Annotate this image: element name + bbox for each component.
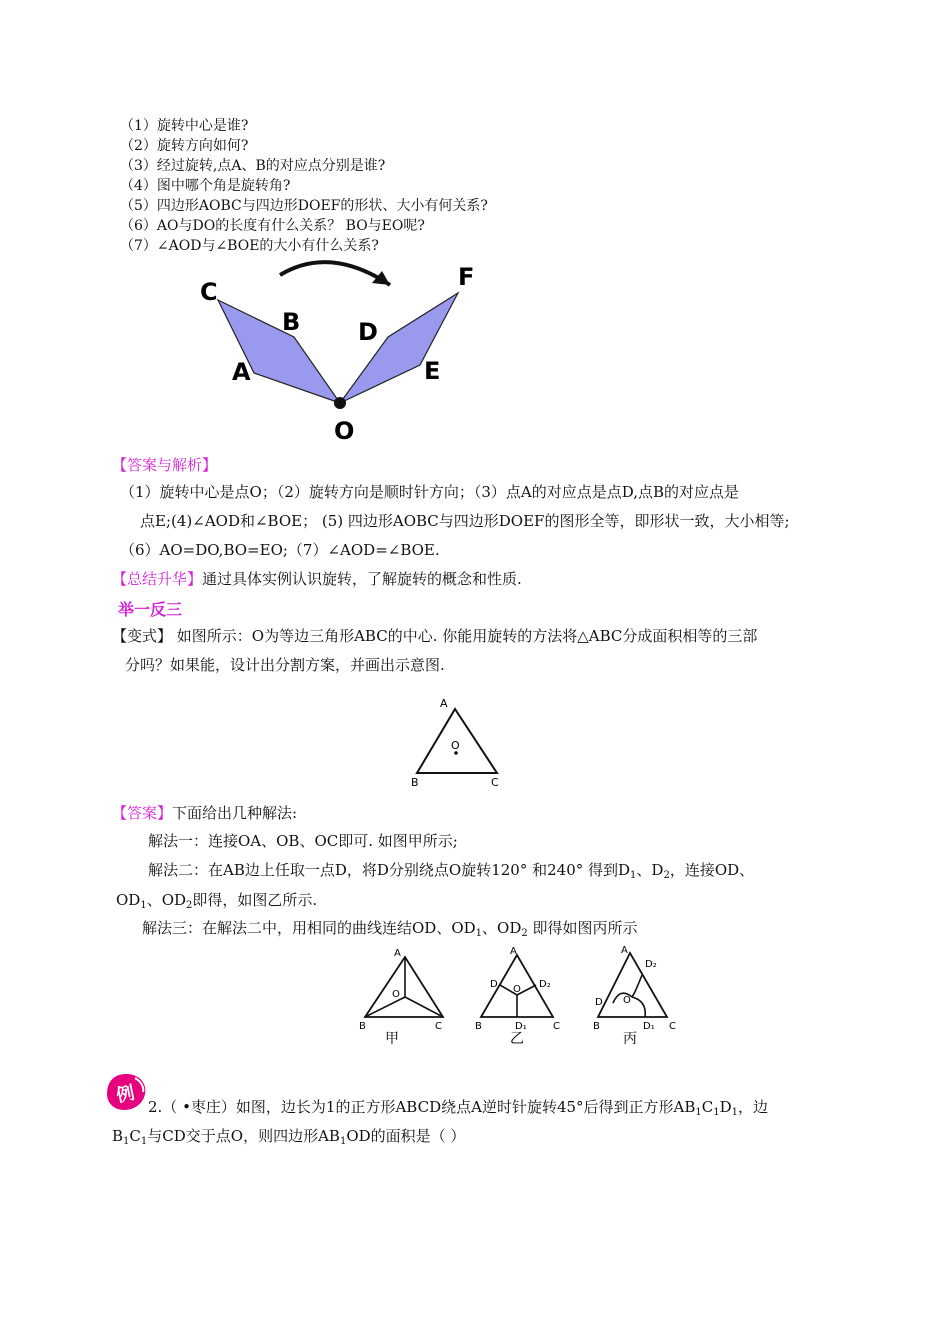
method-1: 解法一：连接OA、OB、OC即可. 如图甲所示; xyxy=(148,832,458,850)
tri-label-b: B xyxy=(411,776,419,789)
bing-label-a: A xyxy=(621,945,628,956)
answer-line-1: （1）旋转中心是点O；（2）旋转方向是顺时针方向；（3）点A的对应点是点D,点B的对应点是 xyxy=(120,483,740,501)
yi-label-d1: D₁ xyxy=(515,1021,527,1032)
section-title: 举一反三 xyxy=(118,600,183,619)
bing-label-b: B xyxy=(593,1021,600,1032)
bing-curve-od1 xyxy=(632,997,645,1017)
quadrilateral-doef xyxy=(340,293,458,403)
quadrilateral-aobc xyxy=(218,300,340,403)
jia-label-a: A xyxy=(394,948,401,959)
example-badge xyxy=(104,1072,148,1112)
bing-label-d: D xyxy=(595,997,603,1008)
caption-bing: 丙 xyxy=(623,1031,637,1047)
yi-label-d2: D₂ xyxy=(539,979,551,990)
ex2-l1-b: C xyxy=(701,1098,714,1116)
method-2-sep: 、D xyxy=(636,861,664,879)
ex2-sub-c: 1 xyxy=(731,1107,739,1118)
answer2-intro: 下面给出几种解法: xyxy=(172,804,298,822)
summary xyxy=(112,569,522,589)
ex2-l2-d: OD的面积是（ ） xyxy=(346,1127,466,1145)
summary-text: 通过具体实例认识旋转，了解旋转的概念和性质. xyxy=(202,570,522,588)
figure-jia xyxy=(359,948,443,1047)
tri-label-o: O xyxy=(451,739,460,752)
figure-yi xyxy=(475,946,560,1047)
yi-label-o: O xyxy=(513,984,521,995)
bing-label-o: O xyxy=(623,995,631,1006)
m3-a: 解法三：在解法二中，用相同的曲线连结OD、OD xyxy=(142,919,476,937)
example-badge-icon xyxy=(104,1072,148,1112)
caption-jia: 甲 xyxy=(385,1031,399,1047)
ex2-l1-c: D xyxy=(719,1098,732,1116)
bing-label-d1: D₁ xyxy=(643,1021,655,1032)
variant-tag: 【变式】 xyxy=(112,627,173,645)
m3-sub-1: 1 xyxy=(475,928,483,939)
variant-line-2: 分吗？如果能，设计出分割方案，并画出示意图. xyxy=(125,656,445,674)
rotation-figure xyxy=(190,255,500,450)
label-e: E xyxy=(424,357,441,385)
sub-2: 2 xyxy=(663,870,670,881)
method-2-text: 解法二：在AB边上任取一点D，将D分别绕点O旋转120° 和240° 得到D xyxy=(148,861,631,879)
question-6: （6）AO与DO的长度有什么关系？ BO与EO呢? xyxy=(120,218,425,234)
jia-triangle xyxy=(365,957,443,1017)
tri-label-a: A xyxy=(440,697,448,710)
answer2-intro-line xyxy=(112,803,297,823)
bing-label-d2: D₂ xyxy=(645,959,657,970)
point-o xyxy=(334,397,346,409)
answer-line-2: 点E;(4)∠AOD和∠BOE； (5) 四边形AOBC与四边形DOEF的图形全等，即形状一致，大小相等; xyxy=(140,512,790,530)
partition-figures xyxy=(355,945,695,1047)
variant-text-1: 如图所示：O为等边三角形ABC的中心. 你能用旋转的方法将△ABC分成面积相等的三部 xyxy=(172,627,758,645)
question-1: （1）旋转中心是谁? xyxy=(120,118,249,134)
yi-label-d: D xyxy=(490,979,498,990)
caption-yi: 乙 xyxy=(510,1031,524,1047)
label-c: C xyxy=(200,278,218,306)
ex2-l2-c: 与CD交于点O，则四边形AB xyxy=(147,1127,340,1145)
ex2-sub-e: 1 xyxy=(140,1136,148,1147)
jia-label-b: B xyxy=(359,1021,366,1032)
yi-label-b: B xyxy=(475,1021,482,1032)
answer-tag xyxy=(112,455,217,475)
ex2-sub-a: 1 xyxy=(695,1107,702,1118)
method-2-line-2 xyxy=(116,890,317,910)
answer-tag-text: 【答案与解析】 xyxy=(112,456,218,474)
m2-c: 即得，如图乙所示. xyxy=(192,891,318,909)
ex2-l2-b: C xyxy=(129,1127,141,1145)
label-f: F xyxy=(458,263,475,291)
m2-sub-1: 1 xyxy=(140,900,147,911)
m2-a: OD xyxy=(116,891,141,909)
ex2-l2-a: B xyxy=(112,1127,124,1145)
figure-bing xyxy=(593,945,676,1047)
question-7: （7）∠AOD与∠BOE的大小有什么关系? xyxy=(120,238,379,254)
question-5: （5）四边形AOBC与四边形DOEF的形状、大小有何关系? xyxy=(120,198,488,214)
answer-line-3: （6）AO=DO,BO=EO;（7）∠AOD=∠BOE. xyxy=(120,541,440,559)
ex2-sub-f: 1 xyxy=(339,1136,347,1147)
m3-c: 即得如图丙所示 xyxy=(527,919,638,937)
label-b: B xyxy=(282,308,301,336)
method-3 xyxy=(142,918,638,938)
jia-label-c: C xyxy=(435,1021,442,1032)
label-o: O xyxy=(334,417,355,445)
jia-label-o: O xyxy=(392,989,400,1000)
yi-label-c: C xyxy=(553,1021,560,1032)
badge-text: 例 xyxy=(114,1082,137,1107)
question-3: （3）经过旋转,点A、B的对应点分别是谁? xyxy=(120,158,386,174)
variant-line-1 xyxy=(112,626,757,646)
m2-b: 、OD xyxy=(146,891,187,909)
method-2-end: ，连接OD、 xyxy=(669,861,755,879)
tri-label-c: C xyxy=(491,776,499,789)
example2-line-2 xyxy=(112,1126,465,1146)
question-4: （4）图中哪个角是旋转角? xyxy=(120,178,291,194)
bing-label-c: C xyxy=(669,1021,676,1032)
method-2-line-1 xyxy=(148,860,754,880)
question-2: （2）旋转方向如何? xyxy=(120,138,249,154)
label-a: A xyxy=(232,358,251,386)
m3-b: 、OD xyxy=(482,919,522,937)
m2-sub-2: 2 xyxy=(186,900,193,911)
example2-line-1 xyxy=(148,1097,768,1117)
ex2-l1-d: ，边 xyxy=(738,1098,769,1116)
answer2-tag: 【答案】 xyxy=(112,804,173,822)
sub-1: 1 xyxy=(630,870,637,881)
summary-tag: 【总结升华】 xyxy=(112,570,203,588)
m3-sub-2: 2 xyxy=(521,928,528,939)
triangle-figure xyxy=(405,693,505,793)
yi-label-a: A xyxy=(510,946,517,957)
ex2-l1-a: 2.（ •枣庄）如图，边长为1的正方形ABCD绕点A逆时针旋转45°后得到正方形AB xyxy=(148,1098,696,1116)
bing-curve-od2 xyxy=(632,975,642,997)
ex2-sub-b: 1 xyxy=(713,1107,720,1118)
ex2-sub-d: 1 xyxy=(123,1136,130,1147)
label-d: D xyxy=(358,318,378,346)
